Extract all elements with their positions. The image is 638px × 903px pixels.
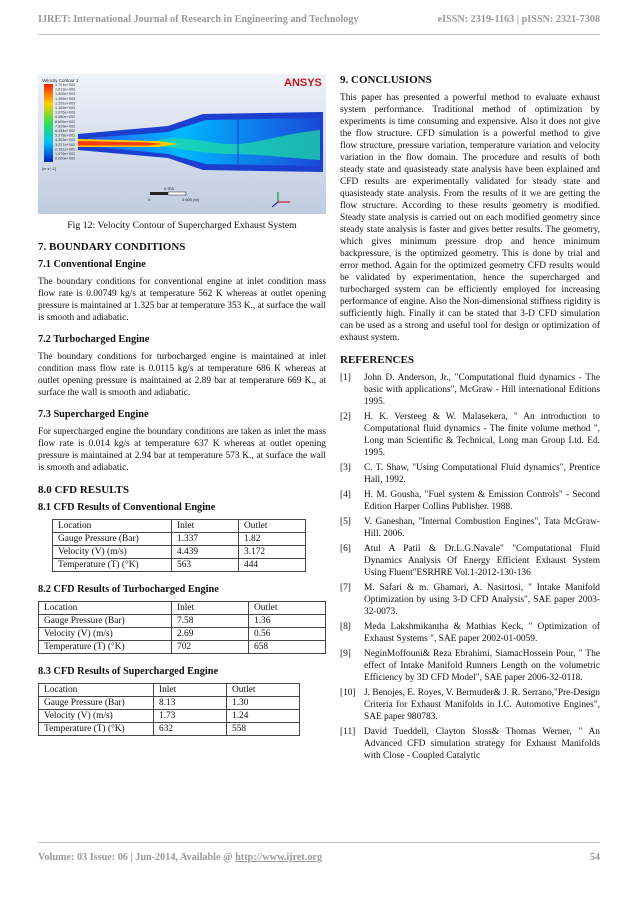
reference-item — [340, 582, 600, 618]
legend-value: 3.227e+002 — [55, 142, 76, 147]
reference-item — [340, 648, 600, 684]
table-cell: 4.439 — [172, 546, 239, 559]
header-rule — [38, 34, 600, 35]
reference-text: NeginMoffouni& Reza Ebrahimi, SiamacHossein Pour, " The effect of Intake Manifold Runners Length on the volumetric Efficiency by 3D CFD Model", SAE paper 2006-32-0118. — [364, 649, 600, 683]
reference-item — [340, 489, 600, 513]
velocity-contour-figure — [38, 74, 326, 214]
table-row — [53, 533, 306, 546]
table-cell: 8.13 — [154, 697, 227, 710]
caption-label: Fig 12 — [67, 220, 93, 231]
legend-value: 1.291e+003 — [55, 101, 76, 106]
reference-number: [9] — [340, 649, 351, 659]
table-cell: 444 — [239, 559, 306, 572]
turbocharged-engine-text: The boundary conditions for turbocharged engine is maintained at inlet condition mass flow rate is 0.0115 kg/s at temperature 686 K whereas at outlet opening pressure is maintained at 2.89 bar at temperature 669 K., at surface the wall is smooth and adiabatic. — [38, 352, 326, 398]
table-header-row — [39, 684, 300, 697]
table-header-row — [39, 602, 326, 615]
header-cell: Inlet — [172, 602, 249, 615]
reference-text: H. M. Gousha, "Fuel system & Emission Controls" - Second Edition Harper Collins Publisher. 1988. — [364, 490, 600, 512]
scale-bar-1 — [150, 192, 168, 195]
boundary-conditions-heading: 7. BOUNDARY CONDITIONS — [38, 241, 186, 253]
footer-rule — [38, 842, 600, 843]
reference-number: [3] — [340, 463, 351, 473]
reference-text: V. Ganeshan, "Internal Combustion Engines", Tata McGraw-Hill. 2006. — [364, 517, 600, 539]
reference-text: Atul A Patil & Dr.L.G.Navale" "Computational Fluid Dynamics Analysis Of Energy Efficient Exhaust System Using Fluent"ESRHRE Vol.1-2012-130-136 — [364, 544, 600, 578]
legend-value: 0.000e+000 — [55, 156, 76, 161]
reference-text: Meda Lakshmikantha & Mathias Keck, " Optimization of Exhaust Systems ", SAE paper 2002-01-0059. — [364, 622, 600, 644]
cfd-conventional-heading: 8.1 CFD Results of Conventional Engine — [38, 502, 216, 513]
journal-link[interactable]: http://www.ijret.org — [235, 852, 323, 863]
table-row — [53, 546, 306, 559]
reference-text: J. Benojes, E. Royes, V. Bermuder& J. R. Serrano,"Pre-Design Criteria for Exhaust Manifolds in I.C. Automotive Engines", SAE paper 980783. — [364, 688, 600, 722]
table-cell: 702 — [172, 641, 249, 654]
cfd-results-heading: 8.0 CFD RESULTS — [38, 484, 129, 496]
page-footer — [38, 852, 600, 863]
table-cell: 1.24 — [227, 710, 300, 723]
legend-value: 2.151e+002 — [55, 147, 76, 152]
reference-number: [4] — [340, 490, 351, 500]
conventional-engine-heading: 7.1 Conventional Engine — [38, 259, 146, 270]
table-cell: 1.36 — [249, 615, 326, 628]
header-cell: Location — [39, 602, 172, 615]
table-cell: 563 — [172, 559, 239, 572]
ansys-logo: ANSYS — [284, 77, 322, 89]
journal-name: IJRET: International Journal of Research in Engineering and Technology — [38, 14, 359, 25]
table-cell: Velocity (V) (m/s) — [39, 628, 172, 641]
legend-value: 1.398e+003 — [55, 96, 76, 101]
legend-value: 9.680e+002 — [55, 115, 76, 120]
table-row — [39, 710, 300, 723]
legend-value: 8.605e+002 — [55, 119, 76, 124]
reference-item — [340, 372, 600, 408]
reference-number: [1] — [340, 373, 351, 383]
supercharged-engine-text: For supercharged engine the boundary conditions are taken as inlet the mass flow rate is 0.014 kg/s at temperature 637 K whereas at outlet opening pressure is maintained at 2.94 bar at temperature 573 K., at surface the wall is smooth and adiabatic. — [38, 427, 326, 473]
conventional-results-table — [52, 519, 306, 572]
reference-item — [340, 726, 600, 762]
table-row — [39, 641, 326, 654]
reference-item — [340, 621, 600, 645]
table-cell: 1.30 — [227, 697, 300, 710]
legend-value: 1.076e+003 — [55, 110, 76, 115]
table-cell: 1.337 — [172, 533, 239, 546]
issn: eISSN: 2319-1163 | pISSN: 2321-7308 — [437, 14, 600, 25]
legend-value: 1.183e+003 — [55, 106, 76, 110]
legend-value: 1.721e+003 — [55, 83, 76, 87]
references-heading: REFERENCES — [340, 354, 414, 366]
reference-item — [340, 543, 600, 579]
table-cell: 1.82 — [239, 533, 306, 546]
table-cell: 7.58 — [172, 615, 249, 628]
scale-bar-2 — [168, 192, 186, 195]
right-column — [340, 74, 600, 765]
header-cell: Outlet — [239, 520, 306, 533]
cfd-turbocharged-heading: 8.2 CFD Results of Turbocharged Engine — [38, 584, 219, 595]
reference-number: [10] — [340, 688, 356, 698]
reference-text: H. K. Versteeg & W. Malasekera, " An introduction to Computational fluid dynamics - The finite volume method ", Long man Scientific & Technical, Long man Group Ltd. Ed. 1995. — [364, 412, 600, 458]
supercharged-results-table — [38, 683, 300, 736]
caption-text: : Velocity Contour of Supercharged Exhaust System — [92, 220, 297, 231]
header-cell: Location — [39, 684, 154, 697]
table-cell: Velocity (V) (m/s) — [39, 710, 154, 723]
reference-number: [11] — [340, 727, 356, 737]
header-cell: Inlet — [154, 684, 227, 697]
table-cell: Temperature (T) (°K) — [53, 559, 172, 572]
conventional-engine-text: The boundary conditions for conventional engine at inlet condition mass flow rate is 0.00749 kg/s at temperature 562 K whereas at outlet opening pressure is maintained at 1.325 bar at temperature 353 K., at surface the wall is smooth and adiabatic. — [38, 277, 326, 323]
left-column — [38, 74, 326, 748]
table-cell: 558 — [227, 723, 300, 736]
table-row — [39, 628, 326, 641]
conclusions-heading: 9. CONCLUSIONS — [340, 74, 432, 86]
table-cell: 1.73 — [154, 710, 227, 723]
contour-image — [38, 74, 326, 214]
table-cell: 2.69 — [172, 628, 249, 641]
legend-value: 7.529e+002 — [55, 124, 76, 129]
turbocharged-results-table — [38, 601, 326, 654]
header-cell: Location — [53, 520, 172, 533]
table-cell: Temperature (T) (°K) — [39, 723, 154, 736]
header-cell: Inlet — [172, 520, 239, 533]
legend-unit: [m s^-1] — [42, 166, 57, 171]
table-cell: 3.172 — [239, 546, 306, 559]
table-cell: 0.56 — [249, 628, 326, 641]
reference-number: [6] — [340, 544, 351, 554]
reference-number: [8] — [340, 622, 351, 632]
reference-item — [340, 687, 600, 723]
turbocharged-engine-heading: 7.2 Turbocharged Engine — [38, 334, 150, 345]
table-row — [53, 559, 306, 572]
references-list — [340, 372, 600, 762]
header-cell: Outlet — [227, 684, 300, 697]
table-header-row — [53, 520, 306, 533]
table-row — [39, 615, 326, 628]
reference-number: [7] — [340, 583, 351, 593]
reference-item — [340, 462, 600, 486]
table-cell: 658 — [249, 641, 326, 654]
legend-value: 1.506e+003 — [55, 92, 76, 97]
reference-text: C. T. Shaw, "Using Computational Fluid dynamics", Prentice Hall, 1992. — [364, 463, 600, 485]
header-cell: Outlet — [249, 602, 326, 615]
legend-value: 1.613e+003 — [55, 87, 76, 92]
reference-item — [340, 411, 600, 459]
reference-number: [5] — [340, 517, 351, 527]
legend-value: 5.378e+002 — [55, 133, 76, 138]
scale-tick-1: 0.300 — [164, 186, 175, 191]
figure-caption — [38, 220, 326, 231]
scale-tick-2: 0.600 (m) — [182, 197, 200, 202]
table-row — [39, 697, 300, 710]
legend-value: 1.076e+002 — [55, 152, 76, 156]
table-row — [39, 723, 300, 736]
footer-volume: Volume: 03 Issue: 06 | Jun-2014, Available @ — [38, 852, 236, 863]
conclusions-text: This paper has presented a powerful method to evaluate exhaust system performance. Traditional method of optimization by experiments is time consuming and expensive. Also it does not give the flow structure. CFD simulation is a powerful method to give flow structure, pressure variation, temperature variation and velocity variation in the flow domain. The procedure and results of both steady state and quasisteady state analysis have been explained and CFD results are experimentally validated for steady state and quasisteady state analysis. From the results of it we are getting the flow structure. According to these results geometry is modified. Steady state analysis is carried out on each modified geometry since steady state analysis is faster and gives better results. The geometry, which gives minimum pressure drop and hence minimum backpressure, is the optimized geometry. This is done by trial and error method. Again for the optimized geometry CFD results would be validated by experimentation, hence the supercharged and turbocharged system can be efficiently employed for increasing performance of engine. Also the Non-dimensional stiffness rigidity is sufficiently high. Finally it can be stated that 3-D CFD simulation can be used as a strong and useful tool for design or optimization of exhaust system. — [340, 93, 600, 343]
legend-value: 4.303e+002 — [55, 138, 76, 143]
legend-colorbar — [44, 84, 53, 162]
table-cell: Gauge Pressure (Bar) — [39, 615, 172, 628]
legend-values — [55, 83, 75, 161]
supercharged-engine-heading: 7.3 Supercharged Engine — [38, 409, 149, 420]
table-cell: Gauge Pressure (Bar) — [39, 697, 154, 710]
reference-number: [2] — [340, 412, 351, 422]
table-cell: Temperature (T) (°K) — [39, 641, 172, 654]
reference-text: M. Safari & m. Ghamari, A. Nasirtosi, " Intake Manifold Optimization by using 3-D CFD Analysis", SAE paper 2003-32-0073. — [364, 583, 600, 617]
legend-title: Velocity Contour 1 — [42, 78, 79, 83]
cfd-supercharged-heading: 8.3 CFD Results of Supercharged Engine — [38, 666, 219, 677]
running-header — [38, 14, 600, 25]
page-number: 54 — [589, 852, 600, 863]
reference-item — [340, 516, 600, 540]
reference-text: David Tueddell, Clayton Sloss& Thomas Werner, " An Advanced CFD simulation strategy for Exhaust Manifolds with Close - Coupled Catalytic — [364, 727, 600, 761]
table-cell: Velocity (V) (m/s) — [53, 546, 172, 559]
scale-tick-0: 0 — [148, 197, 151, 202]
table-cell: 632 — [154, 723, 227, 736]
legend-value: 6.454e+002 — [55, 129, 76, 133]
reference-text: John D. Anderson, Jr., "Computational fluid dynamics - The basic with applications", McGraw - Hill international Editions 1995. — [364, 373, 600, 407]
table-cell: Gauge Pressure (Bar) — [53, 533, 172, 546]
